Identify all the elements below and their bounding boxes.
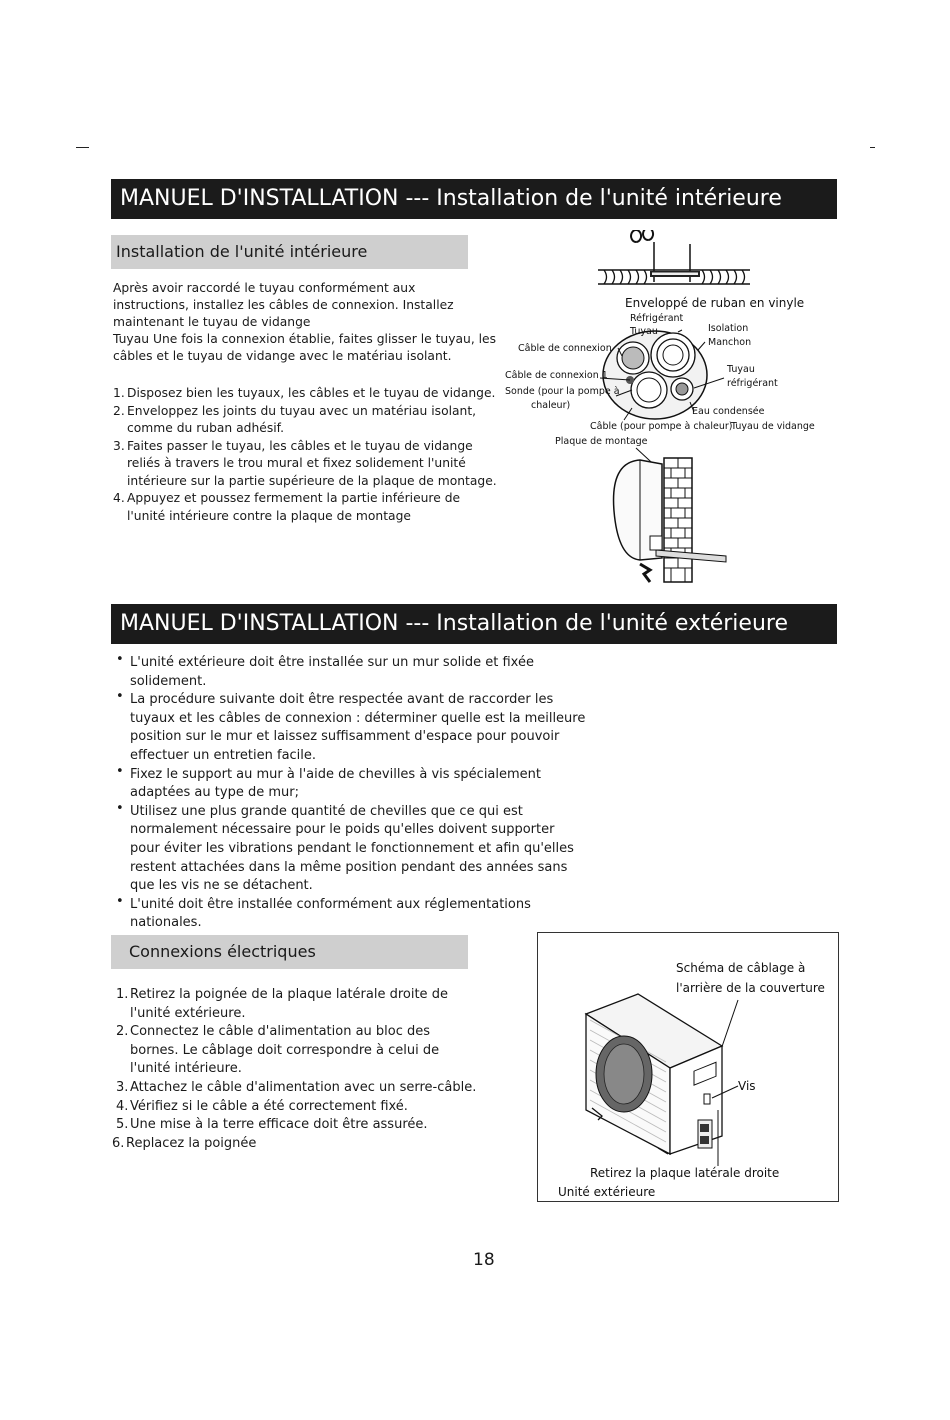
bullet-line: tuyaux et les câbles de connexion : déterminer quelle est la meilleure — [130, 710, 586, 726]
bullet-line: que les vis ne se détachent. — [130, 878, 313, 894]
bullet-line: Utilisez une plus grande quantité de chevilles que ce qui est — [130, 803, 523, 819]
bullet-line: restent attachées dans la même position pendant des années sans — [130, 859, 568, 875]
bullet-line: L'unité doit être installée conformément aux réglementations — [130, 896, 531, 912]
outdoor-unit-illustration — [578, 990, 748, 1170]
step-line: Retirez la poignée de la plaque latérale droite de — [130, 987, 448, 1002]
list-item — [116, 654, 585, 691]
step-line: Disposez bien les tuyaux, les câbles et le tuyau de vidange. — [127, 386, 496, 400]
label-cable-heatpump: Câble (pour pompe à chaleur) — [590, 421, 733, 432]
list-item — [113, 385, 497, 403]
list-item — [116, 893, 585, 933]
section-title-outdoor: MANUEL D'INSTALLATION --- Installation de l'unité extérieure — [111, 604, 837, 644]
bullet-dot: • — [116, 689, 124, 705]
step-number: 6. — [112, 1135, 125, 1151]
list-item — [116, 763, 585, 803]
step-line: l'unité intérieure contre la plaque de montage — [127, 508, 411, 523]
bullet-dot: • — [116, 763, 124, 779]
electrical-steps-list — [112, 986, 477, 1153]
bullet-dot: • — [116, 800, 124, 816]
step-line: reliés à travers le trou mural et fixez solidement l'unité — [127, 456, 466, 470]
step-line: Attachez le câble d'alimentation avec un serre-câble. — [130, 1079, 477, 1095]
label-pipe-refrigerant: Tuyau — [727, 364, 755, 375]
label-wiring-diagram-cont: l'arrière de la couverture — [676, 981, 825, 995]
label-condensate: Eau condensée — [692, 406, 765, 417]
bullet-line: position sur le mur et laissez suffisamment d'espace pour pouvoir — [130, 729, 560, 745]
step-number: 2. — [116, 1024, 129, 1040]
step-line: Connectez le câble d'alimentation au bloc des — [130, 1024, 431, 1040]
step-line: Vérifiez si le câble a été correctement fixé. — [130, 1098, 408, 1114]
vinyl-tape-wrap-illustration — [598, 230, 750, 290]
list-item — [116, 1098, 476, 1117]
bullet-line: La procédure suivante doit être respectée avant de raccorder les — [130, 692, 554, 708]
intro-line: câbles et le tuyau de vidange avec le matériau isolant. — [113, 349, 452, 363]
step-line: intérieure sur la partie supérieure de la plaque de montage. — [127, 473, 497, 488]
subheading-electrical-connections: Connexions électriques — [111, 935, 468, 969]
label-refrigerant: Réfrigérant — [630, 313, 684, 324]
intro-line: Tuyau Une fois la connexion établie, faites glisser le tuyau, les — [113, 332, 497, 346]
bullet-line: adaptées au type de mur; — [130, 785, 299, 801]
label-connection-cable: Câble de connexion — [518, 343, 612, 354]
bullet-line: effectuer un entretien facile. — [130, 747, 317, 763]
list-item — [113, 403, 497, 438]
label-sleeve: Manchon — [708, 337, 752, 348]
bullet-line: normalement nécessaire pour le poids qu'elles doivent supporter — [130, 822, 555, 838]
step-line: Appuyez et poussez fermement la partie inférieure de — [127, 491, 461, 505]
label-pipe: Tuyau — [630, 326, 658, 337]
section-title-indoor: MANUEL D'INSTALLATION --- Installation de l'unité intérieure — [111, 179, 837, 219]
bullet-line: nationales. — [130, 915, 202, 931]
step-number: 3. — [113, 438, 125, 453]
indoor-steps-list — [113, 385, 497, 525]
list-item — [116, 1023, 476, 1079]
label-pipe-refrigerant-cont: réfrigérant — [727, 378, 778, 389]
bullet-line: L'unité extérieure doit être installée sur un mur solide et fixée — [130, 655, 534, 670]
step-line: bornes. Le câblage doit correspondre à celui de — [130, 1042, 440, 1058]
step-line: l'unité extérieure. — [130, 1005, 246, 1021]
label-isolation: Isolation — [708, 323, 749, 334]
list-item — [116, 986, 476, 1023]
label-wiring-diagram: Schéma de câblage à — [676, 961, 806, 975]
step-number: 2. — [113, 403, 125, 418]
step-number: 1. — [116, 987, 129, 1002]
label-drain-pipe: Tuyau de vidange — [731, 421, 815, 432]
bullet-line: pour éviter les vibrations pendant le fonctionnement et afin qu'elles — [130, 840, 574, 856]
list-item — [112, 1135, 476, 1154]
step-line: Faites passer le tuyau, les câbles et le tuyau de vidange — [127, 438, 473, 453]
intro-line: instructions, installez les câbles de connexion. Installez — [113, 298, 454, 312]
step-line: Replacez la poignée — [126, 1135, 257, 1151]
step-number: 3. — [116, 1079, 129, 1095]
list-item — [116, 1079, 476, 1098]
indoor-unit-wall-illustration — [610, 446, 730, 586]
bullet-dot: • — [116, 652, 124, 667]
intro-line: Après avoir raccordé le tuyau conformément aux — [113, 281, 416, 295]
label-remove-right-plate: Retirez la plaque latérale droite — [590, 1166, 780, 1180]
intro-line: maintenant le tuyau de vidange — [113, 315, 311, 329]
bullet-dot: • — [116, 893, 124, 909]
vinyl-tape-label: Enveloppé de ruban en vinyle — [625, 296, 805, 310]
list-item — [116, 800, 585, 896]
list-item — [113, 438, 497, 491]
label-outdoor-unit: Unité extérieure — [558, 1185, 656, 1199]
outdoor-bullet-list — [116, 654, 585, 933]
page-number: 18 — [473, 1250, 495, 1270]
crop-mark-left — [76, 147, 89, 148]
subheading-indoor-installation: Installation de l'unité intérieure — [111, 235, 468, 269]
bullet-line: Fixez le support au mur à l'aide de chevilles à vis spécialement — [130, 766, 542, 782]
step-line: l'unité intérieure. — [130, 1061, 242, 1077]
intro-paragraph — [113, 280, 496, 365]
step-line: Une mise à la terre efficace doit être assurée. — [130, 1117, 428, 1133]
crop-mark-right — [870, 147, 875, 148]
step-line: comme du ruban adhésif. — [127, 421, 284, 435]
step-number: 1. — [113, 386, 125, 400]
step-number: 4. — [113, 491, 125, 505]
bullet-line: solidement. — [130, 673, 207, 689]
list-item — [116, 1116, 476, 1135]
label-screw: Vis — [738, 1079, 756, 1093]
step-line: Enveloppez les joints du tuyau avec un matériau isolant, — [127, 403, 477, 418]
label-connection-cable-1: Câble de connexion 1 — [505, 370, 608, 381]
list-item — [116, 691, 585, 765]
step-number: 5. — [116, 1117, 129, 1133]
label-probe-cont: chaleur) — [531, 400, 571, 411]
label-probe: Sonde (pour la pompe à — [505, 386, 620, 397]
label-mounting-plate: Plaque de montage — [555, 436, 648, 447]
step-number: 4. — [116, 1098, 129, 1114]
list-item — [113, 490, 497, 525]
